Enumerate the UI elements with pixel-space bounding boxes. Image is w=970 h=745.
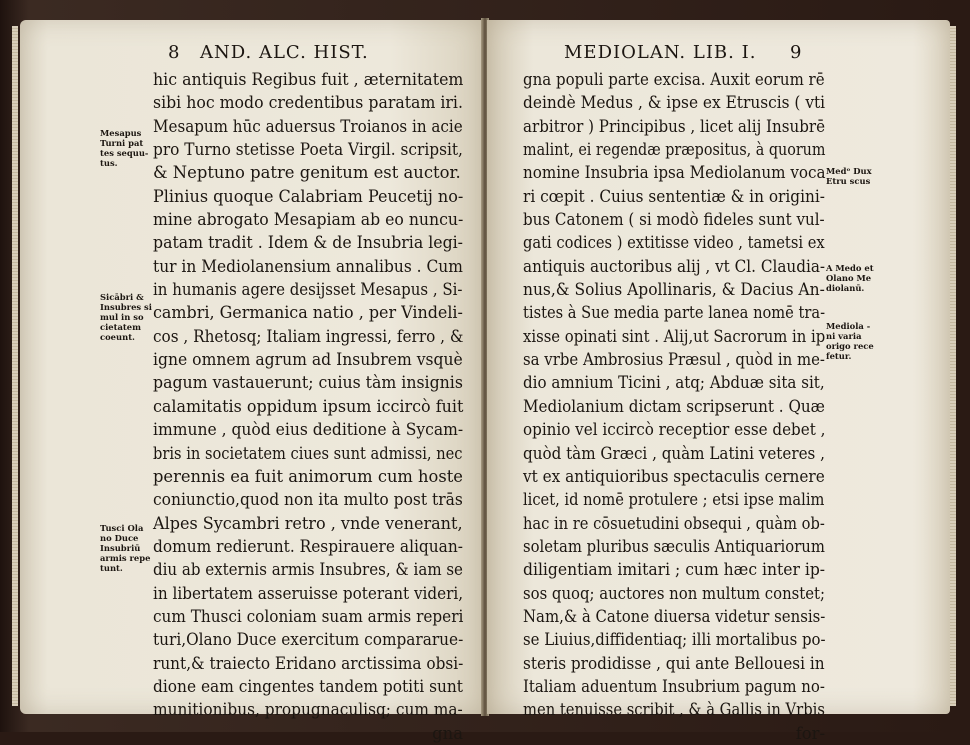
text-line: in humanis agere desijsset Mesapus , Si- [153, 280, 463, 300]
text-line: Italiam aduentum Insubrium pagum no- [523, 676, 825, 696]
margin-note-line: tes sequu- [100, 148, 149, 158]
text-line: nus,& Solius Apollinaris, & Dacius An- [523, 280, 825, 300]
text-line: diu ab externis armis Insubres, & iam se [153, 560, 463, 580]
text-line: bus Catonem ( si modò fideles sunt vul- [523, 210, 825, 230]
margin-note-line: Insubres si [100, 302, 152, 312]
text-line: licet, id nomē protulere ; etsi ipse malim [523, 490, 825, 510]
margin-note [100, 292, 152, 342]
text-line: antiquis auctoribus alij , vt Cl. Claudia- [523, 256, 826, 276]
text-line: igne omnem agrum ad Insubrem vsquè [153, 350, 463, 370]
left-page-number: 8 [168, 42, 181, 63]
text-line: soletam pluribus sæculis Antiquariorum [523, 536, 825, 556]
right-running-head: MEDIOLAN. LIB. I. [564, 42, 757, 63]
margin-note-line: Turni pat [100, 138, 144, 148]
catchword: for- [795, 723, 825, 743]
left-page [20, 20, 483, 743]
text-line: immune , quòd eius deditione à Sycam- [153, 420, 464, 440]
text-line: se Liuius,diffidentiaq; illi mortalibus po- [523, 630, 826, 650]
left-running-head: AND. ALC. HIST. [200, 42, 369, 63]
text-line: opinio vel iccircò receptior esse debet , [523, 420, 826, 440]
text-line: coniunctio,quod non ita multo post trās [153, 490, 463, 510]
catchword: gna [432, 723, 463, 743]
left-body-text [153, 68, 463, 745]
margin-note [100, 523, 150, 573]
text-line: gna populi parte excisa. Auxit eorum rē [523, 70, 825, 89]
text-line: dione eam cingentes tandem potiti sunt [153, 676, 464, 696]
text-line: Mediolanium dictam scripserunt . Quæ [523, 396, 825, 416]
text-line: Alpes Sycambri retro , vnde venerant, [153, 513, 463, 533]
text-line: tur in Mediolanensium annalibus . Cum [153, 256, 463, 276]
margin-note-line: Mesapus [100, 128, 142, 138]
margin-note-line: cietatem [100, 322, 141, 332]
text-line: cambri, Germanica natio , per Vindeli- [153, 303, 463, 323]
text-line: xisse opinati sint . Alij,ut Sacrorum in ip [523, 326, 826, 346]
margin-note-line: Olano Me [826, 273, 872, 283]
text-line: quòd tàm Græci , quàm Latini veteres , [523, 443, 825, 463]
margin-note-line: coeunt. [100, 332, 135, 342]
text-line: & Neptuno patre genitum est auctor. [153, 163, 461, 183]
margin-note-line: A Medo et [826, 263, 874, 273]
right-page-number: 9 [790, 42, 803, 63]
margin-note-line: armis repe [100, 553, 151, 563]
text-line: bris in societatem ciues sunt admissi, nec [153, 443, 463, 463]
text-line: sa vrbe Ambrosius Præsul , quòd in me- [523, 350, 825, 370]
margin-note-line: origo rece [826, 341, 874, 351]
margin-note-line: mul in so [100, 312, 144, 322]
text-line: perennis ea fuit animorum cum hoste [153, 466, 463, 486]
right-page-edges [950, 26, 956, 706]
text-line: munitionibus, propugnaculisq; cum ma- [153, 700, 463, 720]
margin-note-line: fetur. [826, 351, 852, 361]
margin-note-line: Insubriū [100, 543, 141, 553]
margin-note-line: Mediola - [826, 321, 871, 331]
text-line: cos , Rhetosq; Italiam ingressi, ferro , & [153, 326, 464, 346]
margin-note-line: Tusci Ola [100, 523, 144, 533]
text-line: tistes à Sue media parte lanea nomē tra- [523, 303, 826, 323]
text-line: Mesapum hūc aduersus Troianos in acie [153, 116, 463, 136]
text-line: in libertatem asseruisse poterant videri, [153, 583, 464, 603]
text-line: malint, ei regendæ præpositus, à quorum [523, 140, 826, 160]
text-line: Plinius quoque Calabriam Peucetij no- [153, 186, 464, 206]
text-line: ri cœpit . Cuius sententiæ & in origini- [523, 186, 825, 206]
text-line: dio amnium Ticini , atq; Abduæ sita sit, [523, 373, 825, 393]
text-line: sibi hoc modo credentibus paratam iri. [153, 93, 463, 113]
margin-note-line: Etru scus [826, 176, 871, 186]
text-line: gati codices ) extitisse video , tametsi ex [523, 233, 825, 253]
text-line: hac in re cōsuetudini obsequi , quàm ob- [523, 513, 825, 533]
text-line: cum Thusci coloniam suam armis reperi [153, 606, 464, 626]
text-line: nomine Insubria ipsa Mediolanum voca [523, 163, 826, 183]
text-line: calamitatis oppidum ipsum iccircò fuit [153, 396, 464, 416]
text-line: pro Turno stetisse Poeta Virgil. scripsit, [153, 140, 463, 160]
margin-note [826, 263, 874, 293]
text-line: pagum vastauerunt; cuius tàm insignis [153, 373, 463, 393]
text-line: hic antiquis Regibus fuit , æternitatem [153, 70, 464, 89]
text-line: mine abrogato Mesapiam ab eo nuncu- [153, 210, 464, 230]
text-line: turi,Olano Duce exercitum compararue- [153, 630, 464, 650]
margin-note-line: ni varia [826, 331, 862, 341]
margin-note [826, 321, 874, 361]
text-line: diligentiam imitari ; cum hæc inter ip- [523, 560, 826, 580]
margin-note-line: no Duce [100, 533, 139, 543]
text-line: sos quoq; auctores non multum constet; [523, 583, 826, 603]
margin-note-line: tunt. [100, 563, 123, 573]
margin-note-line: Medᵒ Dux [826, 166, 872, 176]
right-page [487, 20, 950, 743]
text-line: arbitror ) Principibus , licet alij Insubrē [523, 116, 826, 136]
text-line: patam tradit . Idem & de Insubria legi- [153, 233, 464, 253]
left-page-edges [12, 26, 18, 706]
text-line: deindè Medus , & ipse ex Etruscis ( vti [523, 93, 826, 113]
margin-note-line: diolanū. [826, 283, 865, 293]
text-line: Nam,& à Catone diuersa videtur sensis- [523, 606, 826, 626]
text-line: domum redierunt. Respirauere aliquan- [153, 536, 463, 556]
margin-note [826, 166, 872, 186]
margin-note [100, 128, 148, 168]
text-line: men tenuisse scribit , & à Gallis in Vrbis [523, 700, 825, 720]
margin-note-line: Sicābri & [100, 292, 144, 302]
text-line: vt ex antiquioribus spectaculis cernere [523, 466, 825, 486]
margin-note-line: tus. [100, 158, 118, 168]
right-body-text [523, 68, 825, 745]
text-line: runt,& traiecto Eridano arctissima obsi- [153, 653, 464, 673]
text-line: steris prodidisse , qui ante Bellouesi in [523, 653, 825, 673]
